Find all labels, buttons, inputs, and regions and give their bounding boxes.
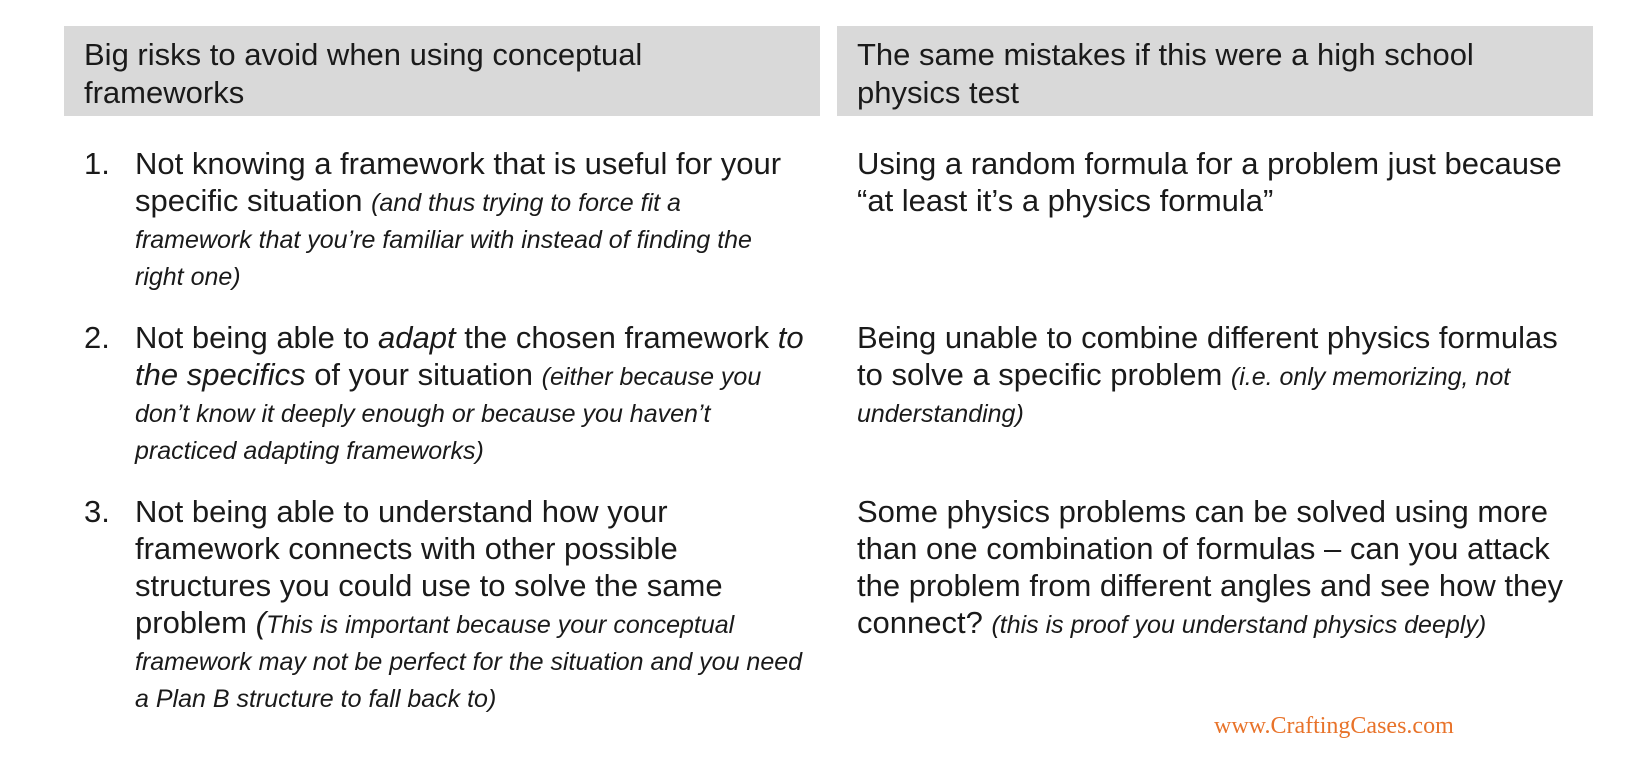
left-column-header: Big risks to avoid when using conceptual frameworks: [64, 26, 820, 116]
risk-text: the chosen framework: [455, 320, 778, 355]
risk-number: 1.: [84, 146, 110, 181]
risk-text: Not being able to: [135, 320, 379, 355]
physics-text: Some physics problems can be solved using more than one combination of formulas – can you attack the problem from different angles and see how they connect?: [857, 494, 1563, 640]
risk-emphasis: (: [255, 605, 266, 640]
risk-emphasis: adapt: [378, 320, 456, 355]
risk-number: 2.: [84, 320, 110, 355]
physics-text: Using a random formula for a problem just because “at least it’s a physics formula”: [857, 146, 1562, 218]
physics-item-1: [857, 145, 1587, 219]
physics-note: (this is proof you understand physics deeply): [991, 611, 1487, 639]
footer-website: www.CraftingCases.com: [1214, 713, 1454, 739]
physics-text: Being unable to combine different physics formulas to solve a specific problem: [857, 320, 1558, 392]
risk-text: Not being able to understand how your framework connects with other possible structures you could use to solve the same problem: [135, 494, 723, 640]
risk-number: 3.: [84, 494, 110, 529]
risk-note: This is important because your conceptual framework may not be perfect for the situation and you need a Plan B structure to fall back to): [135, 611, 803, 713]
risk-text: of your situation: [305, 357, 542, 392]
risk-emphasis: to the specifics: [135, 320, 804, 392]
physics-note: (i.e. only memorizing, not understanding): [857, 363, 1511, 428]
physics-item-2: [857, 319, 1587, 430]
risk-item-3: [84, 493, 804, 715]
physics-item-3: [857, 493, 1587, 641]
risk-note: (and thus trying to force fit a framework that you’re familiar with instead of finding the right one): [135, 189, 752, 291]
right-column-header: The same mistakes if this were a high school physics test: [837, 26, 1593, 116]
risk-note: (either because you don’t know it deeply enough or because you haven’t practiced adapting frameworks): [135, 363, 762, 465]
risk-item-2: [84, 319, 804, 467]
risk-text: Not knowing a framework that is useful for your specific situation: [135, 146, 782, 218]
risk-item-1: [84, 145, 804, 293]
